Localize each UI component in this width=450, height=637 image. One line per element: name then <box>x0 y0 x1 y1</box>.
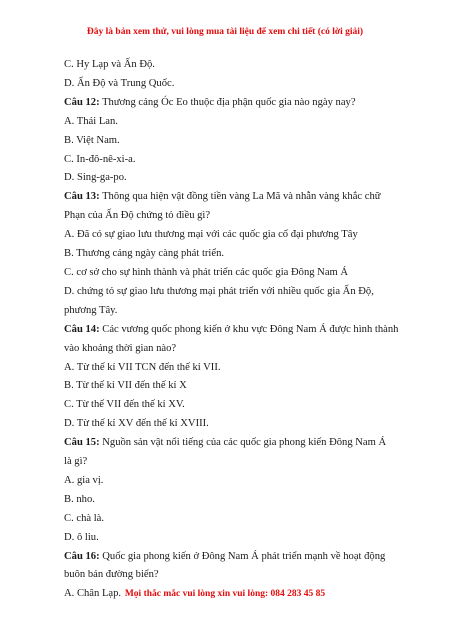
line-text: C. Từ thế VII đến thế kỉ XV. <box>64 399 185 411</box>
line-text: A. Thái Lan. <box>64 115 118 127</box>
line-text: C. In-đô-nê-xi-a. <box>64 153 136 165</box>
line-text: D. ô liu. <box>64 531 99 543</box>
answer-line <box>64 56 394 75</box>
line-text: là gì? <box>64 456 88 468</box>
line-text: C. cơ sở cho sự hình thành và phát triển các quốc gia Đông Nam Á <box>64 266 349 278</box>
answer-line <box>64 359 394 378</box>
line-text: D. Ấn Độ và Trung Quốc. <box>64 77 175 89</box>
document-body <box>64 56 399 604</box>
line-text: B. Việt Nam. <box>64 134 120 146</box>
line-text: Thương cảng Óc Eo thuộc địa phận quốc gia nào ngày nay? <box>99 96 356 108</box>
answer-line <box>64 245 394 264</box>
line-text: vào khoảng thời gian nào? <box>64 342 177 354</box>
line-text: Phạn của Ấn Độ chứng tỏ điều gì? <box>64 210 211 222</box>
line-text: B. nho. <box>64 493 95 505</box>
answer-line <box>64 529 394 548</box>
question-line <box>64 188 394 207</box>
answer-line <box>64 491 394 510</box>
answer-line <box>64 264 394 283</box>
answer-line <box>64 151 394 170</box>
line-text: A. Đã có sự giao lưu thương mại với các quốc gia cổ đại phương Tây <box>64 229 358 241</box>
line-text: B. Thương cảng ngày càng phát triển. <box>64 248 225 260</box>
answer-line <box>64 510 394 529</box>
line-text: Nguồn sản vật nổi tiếng của các quốc gia phong kiến Đông Nam Á <box>99 437 387 449</box>
line-text: Các vương quốc phong kiến ở khu vực Đông Nam Á được hình thành <box>99 323 399 335</box>
answer-line <box>64 113 394 132</box>
line-text: buôn bán đường biển? <box>64 569 159 581</box>
answer-line <box>64 472 394 491</box>
answer-line <box>64 377 394 396</box>
answer-line <box>64 132 394 151</box>
preview-notice-banner: Đây là bản xem thử, vui lòng mua tài liệu để xem chi tiết (có lời giải) <box>86 27 364 37</box>
question-line <box>64 548 394 567</box>
question-line <box>64 453 394 472</box>
line-text: A. gia vị. <box>64 474 104 486</box>
line-text: C. chà là. <box>64 512 105 524</box>
contact-notice-banner: Mọi thắc mắc vui lòng xin vui lòng: 084 283 45 85 <box>124 589 326 599</box>
question-label: Câu 13: <box>64 191 100 203</box>
question-line <box>64 340 394 359</box>
answer-line <box>64 396 394 415</box>
question-label: Câu 12: <box>64 96 100 108</box>
question-line <box>64 566 394 585</box>
question-line <box>64 434 394 453</box>
line-text: D. Sing-ga-po. <box>64 172 127 184</box>
answer-line <box>64 283 394 302</box>
question-line <box>64 94 394 113</box>
answer-line <box>64 226 394 245</box>
question-line <box>64 321 399 340</box>
question-label: Câu 14: <box>64 323 100 335</box>
line-text: A. Chân Lạp. <box>64 588 122 600</box>
answer-line <box>64 169 394 188</box>
answer-line <box>64 415 394 434</box>
line-text: C. Hy Lạp và Ấn Độ. <box>64 59 155 70</box>
line-text: Thông qua hiện vật đồng tiền vàng La Mã và nhẫn vàng khắc chữ <box>99 191 381 203</box>
line-text: A. Từ thế kỉ VII TCN đến thế kỉ VII. <box>64 361 221 373</box>
answer-line <box>64 75 394 94</box>
line-text: phương Tây. <box>64 304 118 316</box>
line-text: Quốc gia phong kiến ở Đông Nam Á phát triển mạnh về hoạt động <box>99 550 386 562</box>
question-label: Câu 16: <box>64 550 100 562</box>
question-line <box>64 207 394 226</box>
line-text: D. Từ thế kỉ XV đến thế kỉ XVIII. <box>64 418 209 430</box>
question-label: Câu 15: <box>64 437 100 449</box>
line-text: D. chứng tỏ sự giao lưu thương mại phát triển với nhiều quốc gia Ấn Độ, <box>64 285 374 297</box>
line-text: B. Từ thế kỉ VII đến thế kỉ X <box>64 380 187 392</box>
answer-line <box>64 302 394 321</box>
